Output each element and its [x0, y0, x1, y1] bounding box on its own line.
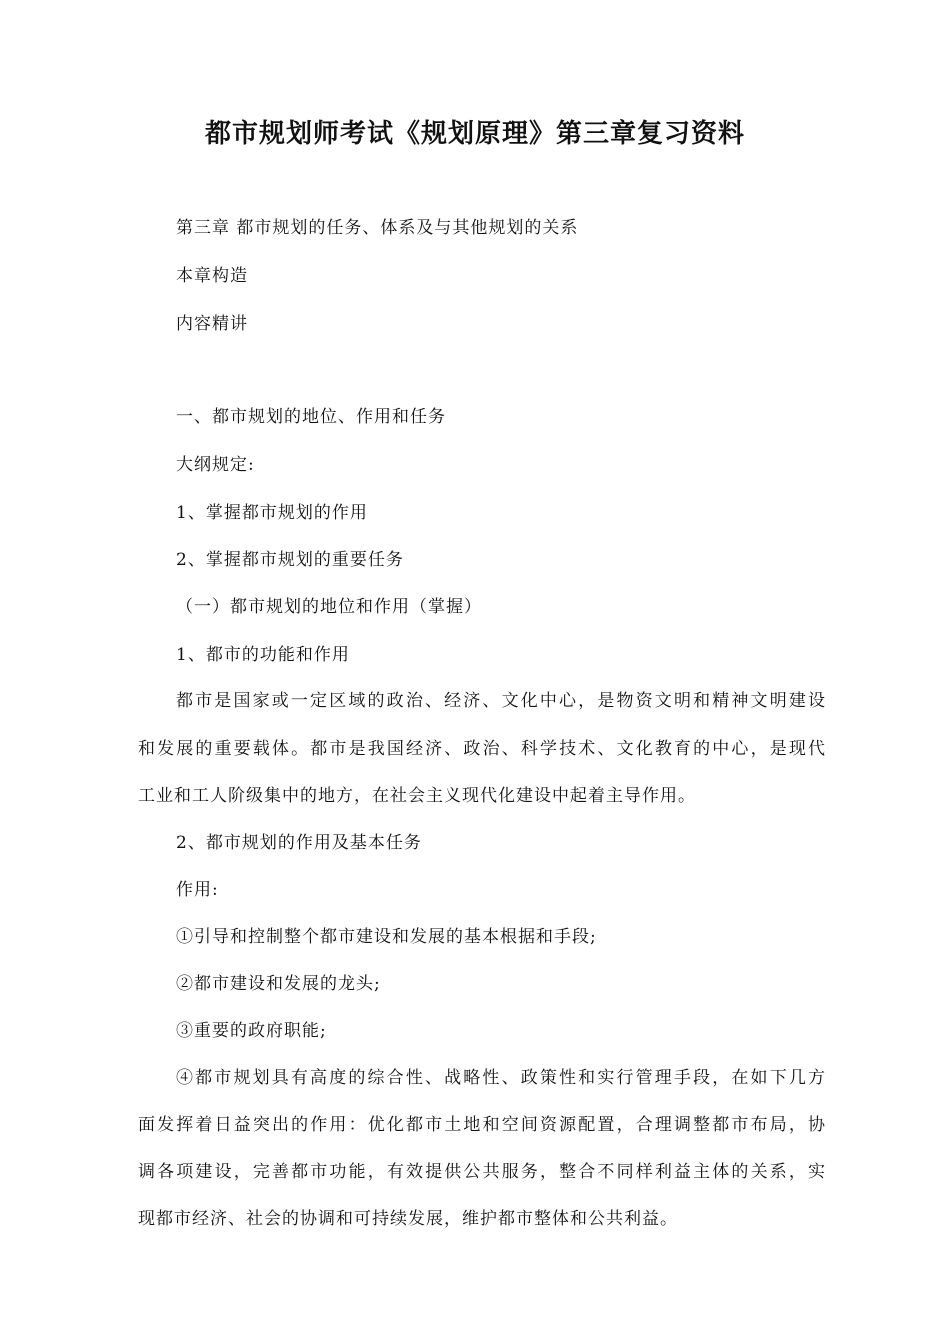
outline-label: 大纲规定:	[176, 455, 255, 475]
chapter-heading: 第三章 都市规划的任务、体系及与其他规划的关系	[176, 218, 579, 238]
role-label: 作用:	[176, 880, 219, 900]
paragraph-line: 和发展的重要载体。都市是我国经济、政治、科学技术、文化教育的中心，是现代	[138, 739, 826, 759]
paragraph-line: 现都市经济、社会的协调和可持续发展，维护都市整体和公共利益。	[138, 1209, 678, 1229]
section-heading: 一、都市规划的地位、作用和任务	[176, 407, 446, 427]
numbered-item: 1、都市的功能和作用	[176, 645, 350, 665]
requirement-item: 1、掌握都市规划的作用	[176, 503, 368, 523]
paragraph-line: 工业和工人阶级集中的地方，在社会主义现代化建设中起着主导作用。	[138, 786, 696, 806]
paragraph-line: 面发挥着日益突出的作用：优化都市土地和空间资源配置，合理调整都市布局，协	[138, 1115, 826, 1135]
role-item: ③重要的政府职能;	[176, 1021, 327, 1041]
requirement-item: 2、掌握都市规划的重要任务	[176, 550, 404, 570]
paragraph-line: 都市是国家或一定区域的政治、经济、文化中心，是物资文明和精神文明建设	[176, 691, 826, 711]
content-lecture: 内容精讲	[176, 314, 248, 334]
subsection-heading: （一）都市规划的地位和作用（掌握）	[176, 597, 482, 617]
numbered-item: 2、都市规划的作用及基本任务	[176, 833, 422, 853]
role-item: ①引导和控制整个都市建设和发展的基本根据和手段;	[176, 927, 597, 947]
paragraph-line: 调各项建设，完善都市功能，有效提供公共服务，整合不同样利益主体的关系，实	[138, 1162, 826, 1182]
chapter-structure: 本章构造	[176, 266, 248, 286]
document-title: 都市规划师考试《规划原理》第三章复习资料	[204, 119, 745, 149]
paragraph-line: ④都市规划具有高度的综合性、战略性、政策性和实行管理手段，在如下几方	[176, 1068, 826, 1088]
role-item: ②都市建设和发展的龙头;	[176, 974, 381, 994]
